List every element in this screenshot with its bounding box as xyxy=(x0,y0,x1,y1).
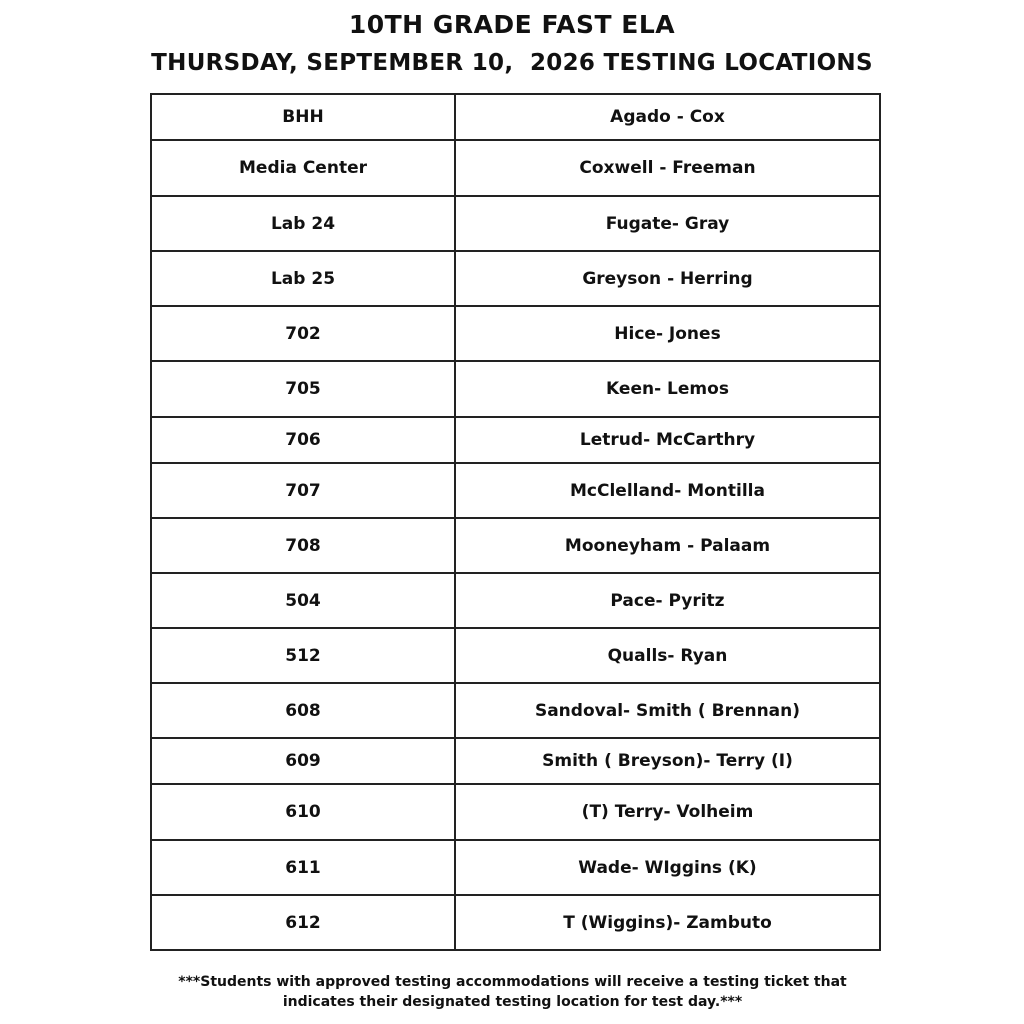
location-cell: Lab 24 xyxy=(151,196,455,251)
location-cell: 610 xyxy=(151,784,455,840)
name-range-cell: Qualls- Ryan xyxy=(455,628,880,683)
location-cell: 612 xyxy=(151,895,455,950)
table-row xyxy=(151,140,880,196)
page-title: 10TH GRADE FAST ELA xyxy=(348,10,676,39)
name-range-cell: (T) Terry- Volheim xyxy=(455,784,880,840)
table-row xyxy=(151,784,880,840)
location-cell: 611 xyxy=(151,840,455,895)
name-range-cell: Sandoval- Smith ( Brennan) xyxy=(455,683,880,738)
page-subtitle: THURSDAY, SEPTEMBER 10, 2026 TESTING LOCATIONS xyxy=(151,50,873,76)
name-range-cell: Keen- Lemos xyxy=(455,361,880,417)
name-range-cell: Greyson - Herring xyxy=(455,251,880,306)
accommodations-note xyxy=(150,972,875,1012)
name-range-cell: Letrud- McCarthry xyxy=(455,417,880,463)
location-cell: BHH xyxy=(151,94,455,140)
location-cell: 707 xyxy=(151,463,455,518)
location-cell: Media Center xyxy=(151,140,455,196)
name-range-cell: T (Wiggins)- Zambuto xyxy=(455,895,880,950)
name-range-cell: Smith ( Breyson)- Terry (I) xyxy=(455,738,880,784)
table-row xyxy=(151,306,880,361)
location-cell: 512 xyxy=(151,628,455,683)
table-row xyxy=(151,895,880,950)
name-range-cell: Agado - Cox xyxy=(455,94,880,140)
name-range-cell: Wade- WIggins (K) xyxy=(455,840,880,895)
name-range-cell: Mooneyham - Palaam xyxy=(455,518,880,573)
name-range-cell: McClelland- Montilla xyxy=(455,463,880,518)
table-row xyxy=(151,361,880,417)
note-line-1: ***Students with approved testing accommodations will receive a testing ticket that xyxy=(178,974,847,990)
name-range-cell: Hice- Jones xyxy=(455,306,880,361)
table-row xyxy=(151,196,880,251)
table-row xyxy=(151,738,880,784)
table-row xyxy=(151,417,880,463)
name-range-cell: Coxwell - Freeman xyxy=(455,140,880,196)
name-range-cell: Fugate- Gray xyxy=(455,196,880,251)
table-row xyxy=(151,463,880,518)
location-cell: 609 xyxy=(151,738,455,784)
table-row xyxy=(151,94,880,140)
table-row xyxy=(151,683,880,738)
table-row xyxy=(151,251,880,306)
location-cell: 702 xyxy=(151,306,455,361)
location-cell: 706 xyxy=(151,417,455,463)
location-cell: 705 xyxy=(151,361,455,417)
note-line-2: indicates their designated testing location for test day.*** xyxy=(282,994,743,1010)
location-cell: Lab 25 xyxy=(151,251,455,306)
table-row xyxy=(151,518,880,573)
location-cell: 504 xyxy=(151,573,455,628)
table-row xyxy=(151,573,880,628)
table-row xyxy=(151,840,880,895)
location-cell: 708 xyxy=(151,518,455,573)
table-row xyxy=(151,628,880,683)
location-cell: 608 xyxy=(151,683,455,738)
table-body xyxy=(151,94,880,950)
testing-locations-table xyxy=(150,93,881,951)
name-range-cell: Pace- Pyritz xyxy=(455,573,880,628)
